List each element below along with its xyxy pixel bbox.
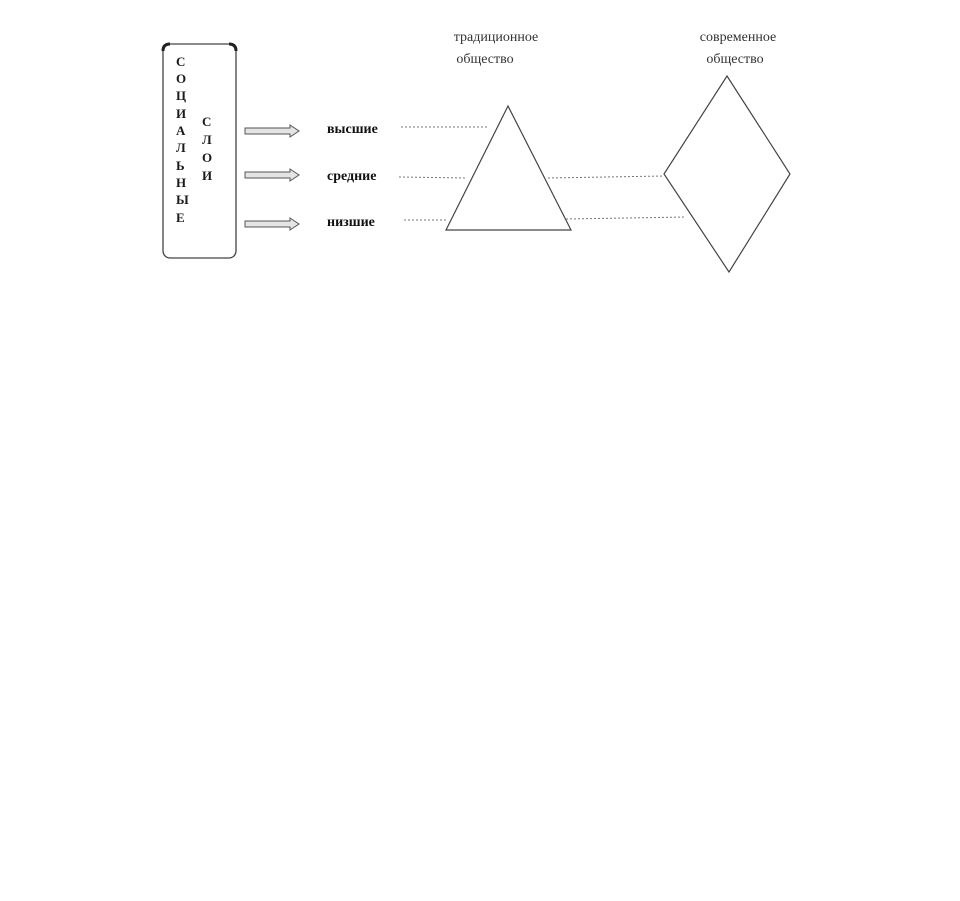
- col2-letter: С: [202, 114, 212, 129]
- arrow-lower: [245, 218, 299, 230]
- arrows: [245, 125, 299, 230]
- col1-letter: О: [176, 71, 187, 86]
- col1-letter: Ц: [176, 88, 187, 103]
- modern-society: [664, 30, 790, 272]
- traditional-society-title-line2: общество: [456, 52, 514, 67]
- col2-letter: И: [202, 168, 213, 183]
- social-layers-box: [163, 44, 236, 258]
- triangle-shape: [446, 106, 571, 230]
- dotted-line-middle-right: [548, 176, 664, 178]
- modern-society-title-line1: современное: [699, 30, 777, 45]
- traditional-society: [446, 30, 571, 230]
- col1-letter: Л: [176, 140, 186, 155]
- level-label-lower: низшие: [327, 215, 375, 230]
- modern-society-title-line2: общество: [706, 52, 764, 67]
- col1-letter: Н: [176, 175, 187, 190]
- dotted-line-middle-left: [399, 177, 467, 178]
- arrow-upper: [245, 125, 299, 137]
- col1-letter: С: [176, 54, 186, 69]
- diamond-shape: [664, 76, 790, 272]
- level-label-middle: средние: [327, 169, 377, 184]
- social-layers-frame: [163, 44, 236, 258]
- col1-letter: Ь: [176, 158, 185, 173]
- col1-letter: А: [176, 123, 186, 138]
- col2-letter: О: [202, 150, 213, 165]
- col1-letter: И: [176, 106, 187, 121]
- arrow-middle: [245, 169, 299, 181]
- dotted-line-lower-right: [566, 217, 686, 219]
- traditional-society-title-line1: традиционное: [453, 30, 539, 45]
- col1-letter: Е: [176, 210, 185, 225]
- col1-letter: Ы: [176, 192, 189, 207]
- level-label-upper: высшие: [327, 122, 378, 137]
- col2-letter: Л: [202, 132, 212, 147]
